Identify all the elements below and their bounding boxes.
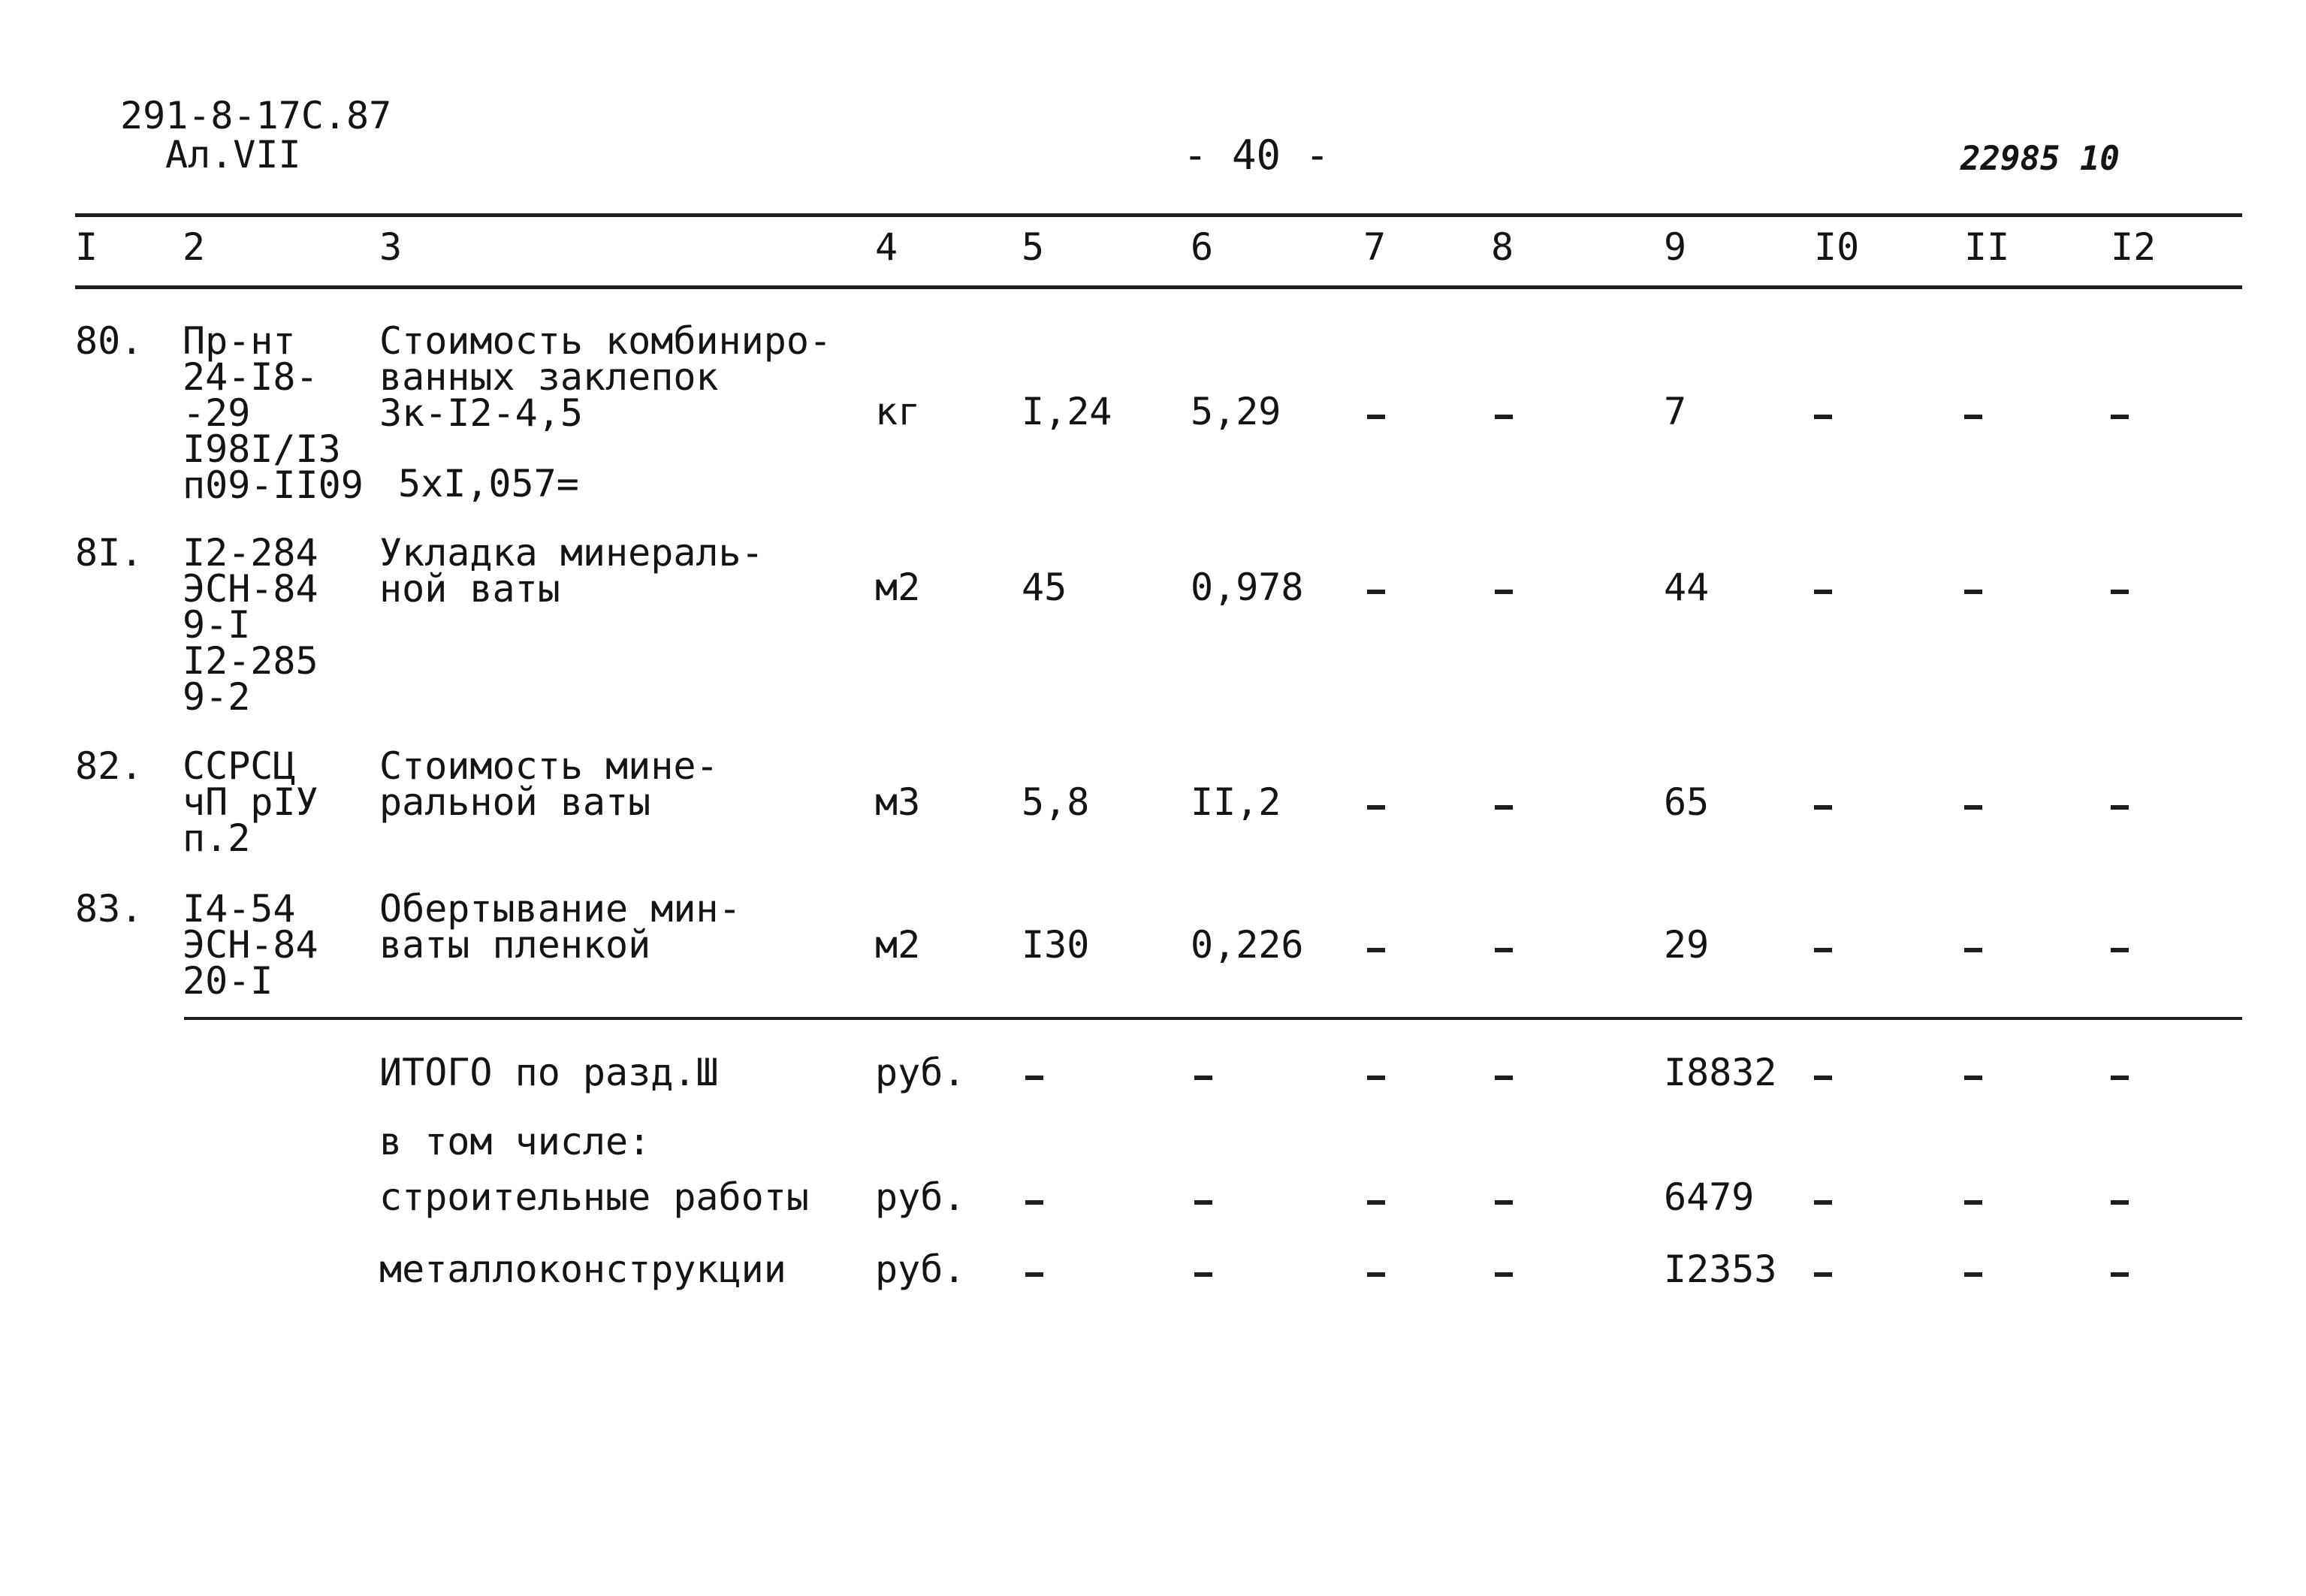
empty-dash-5	[1025, 1200, 1043, 1205]
unit: руб.	[875, 1248, 966, 1291]
empty-dash-8	[1495, 1272, 1513, 1277]
total-cost: 65	[1664, 780, 1710, 824]
total-cost: 7	[1664, 390, 1687, 433]
document-code-line1: 291-8-17С.87	[120, 94, 392, 137]
empty-dash-12	[2111, 590, 2129, 594]
total-cost: 44	[1664, 566, 1710, 609]
empty-dash-5	[1025, 1272, 1043, 1277]
empty-dash-6	[1194, 1272, 1212, 1277]
empty-dash-12	[2111, 1200, 2129, 1205]
empty-dash-10	[1814, 805, 1832, 810]
total-cost: 6479	[1664, 1175, 1755, 1219]
empty-dash-10	[1814, 1272, 1832, 1277]
empty-dash-6	[1194, 1200, 1212, 1205]
quantity: I30	[1022, 923, 1090, 967]
column-header-4: 4	[875, 225, 898, 269]
empty-dash-7	[1367, 415, 1385, 419]
empty-dash-12	[2111, 1076, 2129, 1080]
header-bottom-rule	[75, 285, 2242, 289]
unit: кг	[875, 390, 921, 433]
work-description: Стоимость комбиниро- ванных заклепок 3к-I2-4,5	[379, 319, 832, 435]
work-description: Обертывание мин- ваты пленкой	[379, 887, 741, 967]
column-header-5: 5	[1022, 225, 1045, 269]
empty-dash-8	[1495, 1200, 1513, 1205]
column-header-11: II	[1964, 225, 2010, 269]
unit: руб.	[875, 1175, 966, 1219]
empty-dash-11	[1964, 805, 1982, 810]
empty-dash-12	[2111, 948, 2129, 952]
norm-code: Пр-нт 24-I8- -29 I98I/I3 п09-II09	[183, 319, 364, 507]
unit-price: 5,29	[1191, 390, 1281, 433]
empty-dash-10	[1814, 590, 1832, 594]
work-description: Стоимость мине- ральной ваты	[379, 744, 719, 824]
row-number: 8I.	[75, 531, 143, 575]
column-header-1: I	[75, 225, 98, 269]
totals-label: строительные работы	[379, 1175, 809, 1219]
empty-dash-11	[1964, 1076, 1982, 1080]
empty-dash-6	[1194, 1076, 1212, 1080]
work-description: Укладка минераль- ной ваты	[379, 531, 764, 611]
unit: м2	[875, 566, 921, 609]
column-header-10: I0	[1814, 225, 1860, 269]
empty-dash-8	[1495, 805, 1513, 810]
empty-dash-7	[1367, 948, 1385, 952]
norm-code: I2-284 ЭСН-84 9-I I2-285 9-2	[183, 531, 318, 719]
empty-dash-8	[1495, 590, 1513, 594]
empty-dash-7	[1367, 1200, 1385, 1205]
empty-dash-8	[1495, 1076, 1513, 1080]
column-header-8: 8	[1491, 225, 1514, 269]
column-header-7: 7	[1363, 225, 1387, 269]
column-header-3: 3	[379, 225, 403, 269]
column-header-9: 9	[1664, 225, 1687, 269]
totals-label: металлоконструкции	[379, 1248, 786, 1291]
totals-label: ИТОГО по разд.Ш	[379, 1051, 719, 1094]
unit-price: 0,226	[1191, 923, 1304, 967]
empty-dash-12	[2111, 805, 2129, 810]
unit: руб.	[875, 1051, 966, 1094]
row-number: 80.	[75, 319, 143, 363]
norm-code: ССРСЦ чП рIУ п.2	[183, 744, 318, 860]
empty-dash-11	[1964, 948, 1982, 952]
unit: м3	[875, 780, 921, 824]
calculation-note: 5хI,057=	[398, 462, 579, 505]
total-cost: 29	[1664, 923, 1710, 967]
empty-dash-7	[1367, 1272, 1385, 1277]
quantity: 5,8	[1022, 780, 1090, 824]
page-number: - 40 -	[1183, 131, 1330, 179]
empty-dash-10	[1814, 1076, 1832, 1080]
empty-dash-11	[1964, 1272, 1982, 1277]
empty-dash-7	[1367, 590, 1385, 594]
empty-dash-10	[1814, 1200, 1832, 1205]
quantity: I,24	[1022, 390, 1112, 433]
quantity: 45	[1022, 566, 1067, 609]
unit-price: 0,978	[1191, 566, 1304, 609]
empty-dash-7	[1367, 1076, 1385, 1080]
empty-dash-11	[1964, 1200, 1982, 1205]
column-header-2: 2	[183, 225, 206, 269]
empty-dash-10	[1814, 415, 1832, 419]
including-label: в том числе:	[379, 1120, 651, 1163]
row-number: 83.	[75, 887, 143, 931]
column-header-6: 6	[1191, 225, 1214, 269]
document-number: 22985 10	[1960, 140, 2120, 178]
column-header-12: I2	[2111, 225, 2157, 269]
norm-code: I4-54 ЭСН-84 20-I	[183, 887, 318, 1003]
empty-dash-8	[1495, 415, 1513, 419]
document-code	[120, 96, 391, 174]
totals-separator-rule	[184, 1017, 2242, 1020]
empty-dash-11	[1964, 415, 1982, 419]
empty-dash-12	[2111, 1272, 2129, 1277]
empty-dash-10	[1814, 948, 1832, 952]
table-top-rule	[75, 213, 2242, 217]
empty-dash-8	[1495, 948, 1513, 952]
empty-dash-12	[2111, 415, 2129, 419]
row-number: 82.	[75, 744, 143, 788]
total-cost: I2353	[1664, 1248, 1777, 1291]
document-code-line2: Ал.VII	[165, 133, 301, 176]
total-cost: I8832	[1664, 1051, 1777, 1094]
empty-dash-7	[1367, 805, 1385, 810]
unit: м2	[875, 923, 921, 967]
empty-dash-5	[1025, 1076, 1043, 1080]
empty-dash-11	[1964, 590, 1982, 594]
unit-price: II,2	[1191, 780, 1281, 824]
